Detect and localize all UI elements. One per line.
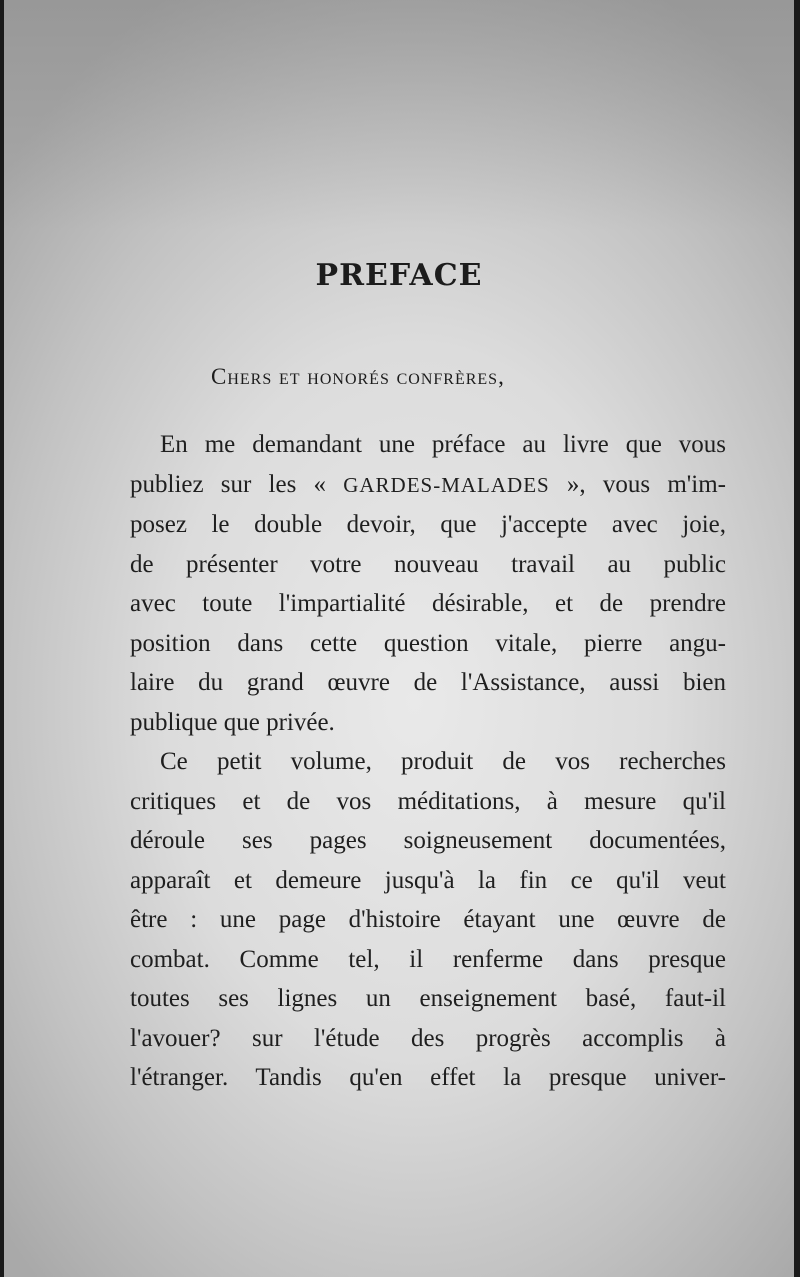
salutation bbox=[211, 364, 505, 390]
text-line: l'avouer? sur l'étude des progrès accomplis à bbox=[130, 1024, 726, 1052]
text-line: l'étranger. Tandis qu'en effet la presque univer- bbox=[130, 1064, 726, 1091]
text-line: combat. Comme tel, il renferme dans presque bbox=[130, 945, 726, 973]
text-line: position dans cette question vitale, pierre angu- bbox=[130, 629, 726, 657]
paragraph-1 bbox=[130, 425, 726, 742]
text-line: déroule ses pages soigneusement documentées, bbox=[130, 827, 726, 854]
text-line: avec toute l'impartialité désirable, et de prendre bbox=[130, 590, 726, 617]
text-line: toutes ses lignes un enseignement basé, faut-il bbox=[130, 985, 726, 1012]
text-line: posez le double devoir, que j'accepte avec joie, bbox=[130, 511, 726, 538]
text-line: publiez sur les « GARDES-MALADES », vous m'im- bbox=[130, 470, 726, 498]
text-line: de présenter votre nouveau travail au public bbox=[130, 550, 726, 578]
text-line: publique que privée. bbox=[130, 708, 335, 736]
text-line: Ce petit volume, produit de vos recherches bbox=[160, 748, 726, 775]
text-line: critiques et de vos méditations, à mesure qu'il bbox=[130, 787, 726, 815]
emphasis-smallcaps: GARDES-MALADES bbox=[343, 472, 550, 497]
book-page bbox=[4, 0, 794, 1277]
text-line: En me demandant une préface au livre que vous bbox=[160, 431, 726, 458]
preface-body bbox=[130, 425, 726, 1098]
page-title: PREFACE bbox=[315, 258, 483, 293]
paragraph-2 bbox=[130, 742, 726, 1098]
text-line: apparaît et demeure jusqu'à la fin ce qu'il veut bbox=[130, 866, 726, 894]
text-line: laire du grand œuvre de l'Assistance, aussi bien bbox=[130, 669, 726, 696]
text-line: être : une page d'histoire étayant une œuvre de bbox=[130, 906, 726, 933]
salutation-text: Chers et honorés confrères, bbox=[211, 364, 505, 389]
